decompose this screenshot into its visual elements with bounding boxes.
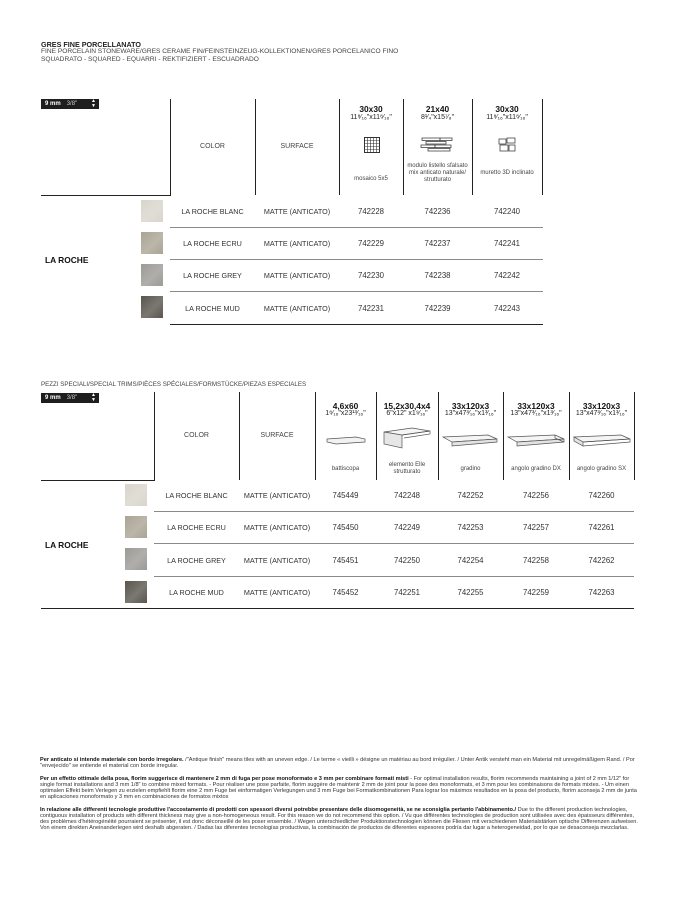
format-size: 33x120x3 [582, 401, 621, 411]
article-code: 742241 [493, 239, 521, 248]
step-corner-right-icon [507, 434, 565, 448]
surface-name: MATTE (ANTICATO) [263, 304, 331, 313]
format-inch: 13"x47³⁄₁₆"x1³⁄₁₆" [444, 410, 497, 417]
surface-name: MATTE (ANTICATO) [263, 207, 331, 216]
header-subtitle-languages: FINE PORCELAIN STONEWARE/GRES CERAME FIN/FEINSTEINZEUG-KOLLEKTIONEN/GRES PORCELANICO FINO [41, 48, 399, 55]
format-size: 33x120x3 [451, 401, 490, 411]
footnote-thickness [40, 807, 638, 831]
divider [41, 480, 155, 481]
article-code: 742259 [522, 588, 550, 597]
format-inch: 11⁸⁄₁₆"x11⁸⁄₁₆" [350, 114, 392, 121]
article-code: 742261 [588, 523, 615, 532]
divider [542, 99, 543, 195]
article-code: 742256 [522, 491, 550, 500]
article-code: 742250 [393, 556, 421, 565]
muretto-3d-icon [498, 137, 516, 153]
article-code: 742236 [424, 207, 451, 216]
skirting-icon [326, 436, 366, 446]
step-icon [442, 434, 498, 448]
article-code: 742257 [522, 523, 550, 532]
article-code: 742230 [357, 271, 385, 280]
thickness-mm: 9 mm [45, 395, 61, 401]
article-code: 742258 [522, 556, 550, 565]
article-code: 742238 [424, 271, 451, 280]
format-name: battiscopa [331, 466, 360, 472]
article-code: 742251 [393, 588, 421, 597]
step-corner-left-icon [573, 434, 631, 448]
article-code: 742242 [493, 271, 521, 280]
row-divider [154, 576, 634, 577]
format-name: angolo gradino SX [576, 466, 627, 472]
article-code: 742240 [493, 207, 521, 216]
table-bottom-rule [170, 324, 543, 325]
thickness-inch: 3/8" [66, 101, 78, 107]
row-divider [170, 259, 543, 260]
updown-arrows-icon: ▲ ▼ [91, 98, 96, 109]
color-name: LA ROCHE ECRU [183, 239, 242, 248]
column-header-color: COLOR [200, 143, 225, 150]
format-size: 15,2x30,4x4 [383, 401, 431, 411]
staggered-strips-icon [420, 137, 454, 153]
table-bottom-rule [41, 608, 634, 609]
format-size: 21x40 [425, 104, 450, 114]
row-divider [170, 291, 543, 292]
format-name: muretto 3D inclinato [480, 170, 534, 176]
format-size: 33x120x3 [517, 401, 555, 411]
article-code: 742243 [493, 304, 521, 313]
article-code: 742239 [424, 304, 451, 313]
l-element-icon [382, 426, 432, 452]
format-name: gradino [460, 466, 481, 472]
thickness-inch: 3/8" [66, 395, 78, 401]
thickness-badge [41, 393, 99, 403]
format-name: angolo gradino DX [511, 466, 561, 472]
article-code: 742228 [357, 207, 385, 216]
color-name: LA ROCHE BLANC [165, 491, 228, 500]
format-name: elemento Elle strutturato [388, 462, 426, 475]
format-inch: 8¹⁄₄"x15⁷⁄₈" [420, 114, 455, 121]
series-name: LA ROCHE [45, 255, 89, 265]
color-swatch [125, 516, 147, 538]
article-code: 745450 [332, 523, 359, 532]
surface-name: MATTE (ANTICATO) [263, 271, 331, 280]
footnote-joint [40, 776, 638, 800]
color-swatch [125, 548, 147, 570]
footnote-joint-bold: Per un effetto ottimale della posa, florim suggerisce di mantenere 2 mm di fuga per pose monoformato e 3 mm per combinare formati misti [40, 776, 409, 782]
footnote-anticato [40, 757, 638, 769]
format-inch: 6"x12" x1⁹⁄₁₆" [386, 410, 428, 417]
article-code: 742249 [393, 523, 421, 532]
format-inch: 1⁸⁄₁₆"x23¹³⁄₁₆" [325, 410, 366, 417]
column-header-surface: SURFACE [280, 143, 314, 150]
color-swatch [141, 200, 163, 222]
footnote-thickness-text: Due to the different production technologies, contiguous installation of products with different thickness may give a non-homogeneous result. For this reason we do not recommend this option. / Vu que différentes technologies de production sont utilisées avec des épaisseurs différentes, des problèmes d'hétérogénéité pourraient se présenter, il est donc déconseillé de les poser ensemble. / Wegen unterschiedlicher Produktionstechnologien können die Fliesen mit verschiedenen Materialstärken optische Differenzen aufweisen. Von einem direkten Aneinanderlegen wird deshalb abgeraten. / Dadas las diferentes tecnologías productivas, la combinación de productos de diferentes espesores podría dar lugar a heterogeneidad, por lo que se desaconseja mezclarlas. [40, 807, 638, 832]
article-code: 742255 [457, 588, 484, 597]
article-code: 745452 [332, 588, 359, 597]
color-swatch [141, 232, 163, 254]
footnote-anticato-bold: Per anticato si intende materiale con bordo irregolare. [40, 757, 184, 763]
color-swatch [141, 296, 163, 318]
format-size: 30x30 [495, 104, 519, 114]
column-header-color: COLOR [184, 432, 209, 439]
article-code: 742237 [424, 239, 451, 248]
surface-name: MATTE (ANTICATO) [243, 588, 311, 597]
special-trims-heading: PEZZI SPECIALI/SPECIAL TRIMS/PIÈCES SPÉCIALES/FORMSTÜCKE/PIEZAS ESPECIALES [41, 381, 307, 388]
article-code: 742253 [457, 523, 484, 532]
page-title: GRES FINE PORCELLANATO [41, 40, 141, 49]
divider [41, 195, 171, 196]
surface-name: MATTE (ANTICATO) [243, 556, 311, 565]
row-divider [154, 543, 634, 544]
format-name: mosaico 5x5 [354, 176, 388, 182]
color-name: LA ROCHE MUD [185, 304, 240, 313]
article-code: 742260 [588, 491, 615, 500]
surface-name: MATTE (ANTICATO) [243, 491, 311, 500]
row-divider [170, 227, 543, 228]
article-code: 742254 [457, 556, 484, 565]
article-code: 742263 [588, 588, 615, 597]
format-inch: 13"x47³⁄₁₆"x1³⁄₁₆" [510, 410, 562, 417]
article-code: 745451 [332, 556, 359, 565]
surface-name: MATTE (ANTICATO) [243, 523, 311, 532]
series-name: LA ROCHE [45, 540, 89, 550]
header-subtitle-squared: SQUADRATO - SQUARED - EQUARRI - REKTIFIZIERT - ESCUADRADO [41, 56, 259, 63]
color-name: LA ROCHE GREY [183, 271, 242, 280]
thickness-mm: 9 mm [45, 101, 61, 107]
article-code: 742262 [588, 556, 615, 565]
surface-name: MATTE (ANTICATO) [263, 239, 331, 248]
footnote-thickness-bold: In relazione alle differenti tecnologie produttive l'accostamento di prodotti con spessori diversi potrebbe presentare delle disomogeneità, se ne sconsiglia pertanto l'abbinamento./ [40, 807, 517, 813]
format-inch: 13"x47³⁄₁₆"x1³⁄₁₆" [575, 410, 628, 417]
article-code: 745449 [332, 491, 359, 500]
article-code: 742252 [457, 491, 484, 500]
format-inch: 11⁸⁄₁₆"x11⁸⁄₁₆" [486, 114, 528, 121]
footnote-joint-text: - For optimal installation results, florim recommends maintaining a joint of 2 mm 1/12" for single format installations and 3 mm 1/8" to combine mixed formats. - Pour réaliser une pose parfaite, florim suggère de maintenir 2 mm de joint pour la pose des monoformats, et 3 mm pour les combinaisons de formats mixtes. - Um einen optimalen Effekt beim Verlegen zu erzielen empfiehlt florim eine 2 mm Fuge bei einformatigen Verlegungen und 3 mm Fuge bei Formatkombinationen Para lograr los máximos resultados en la posa del producto, florim aconseja 2 mm de junta en aplicaciones monoformato y 3 mm en combinaciones de formatos mixtos [40, 776, 637, 801]
color-name: LA ROCHE BLANC [181, 207, 244, 216]
article-code: 742231 [357, 304, 385, 313]
article-code: 742229 [357, 239, 385, 248]
footnote-anticato-text: /"Antique finish" means tiles with an uneven edge. / Le terme « vieilli » désigne un matériau au bord irrégulier. / Unter Antik versteht man ein Material mit unregelmäßigem Rand. / Por "envejecido" se entiende el material con borde irregular. [40, 757, 635, 770]
mosaic-grid-icon [364, 137, 380, 153]
article-code: 742248 [393, 491, 421, 500]
color-swatch [125, 484, 147, 506]
format-size: 4,6x60 [332, 401, 359, 411]
format-size: 30x30 [359, 104, 383, 114]
thickness-badge [41, 99, 99, 109]
color-name: LA ROCHE ECRU [167, 523, 226, 532]
color-name: LA ROCHE MUD [169, 588, 224, 597]
row-divider [154, 511, 634, 512]
updown-arrows-icon: ▲ ▼ [91, 392, 96, 403]
format-name: modulo listello sfalsato mix anticato naturale/ strutturato [407, 163, 468, 183]
color-swatch [125, 581, 147, 603]
color-swatch [141, 264, 163, 286]
color-name: LA ROCHE GREY [167, 556, 226, 565]
column-header-surface: SURFACE [260, 432, 294, 439]
divider [634, 392, 635, 480]
